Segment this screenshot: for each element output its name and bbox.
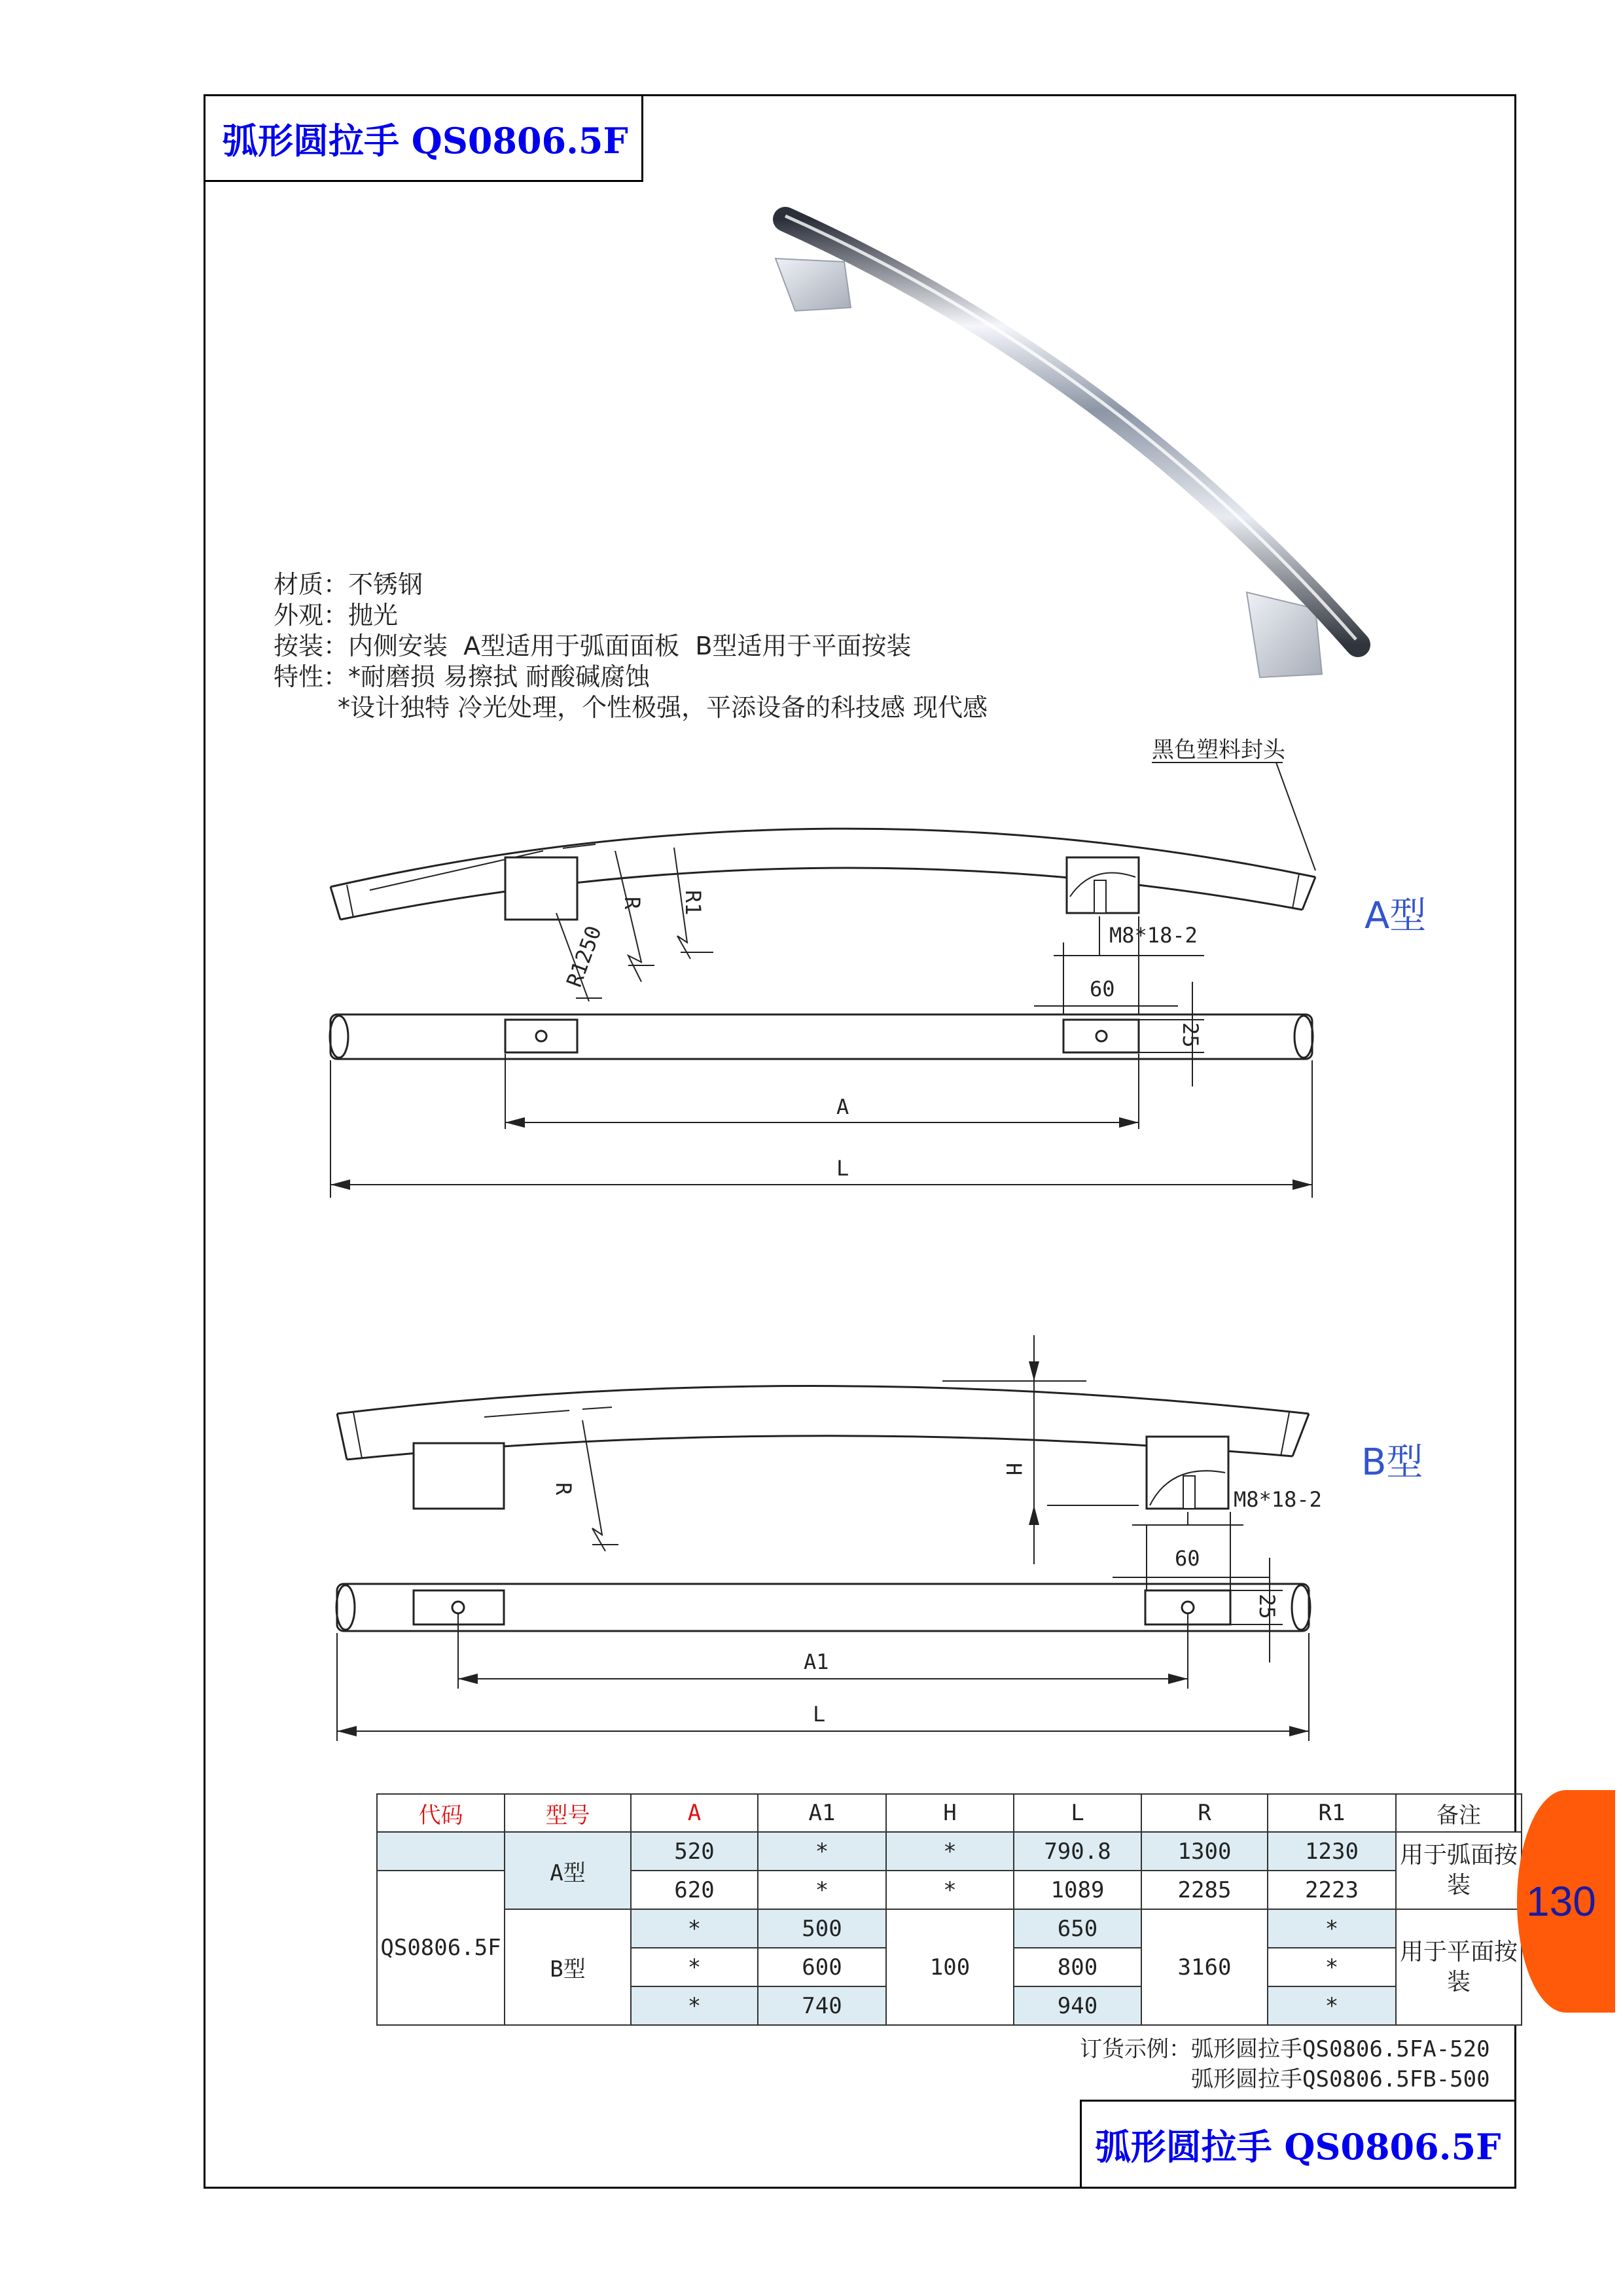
- cell-a: *: [631, 1986, 758, 2025]
- header-title: 弧形圆拉手 QS0806.5F: [204, 94, 643, 182]
- dim-l-label-b: L: [813, 1702, 826, 1727]
- col-code: 代码: [377, 1794, 505, 1832]
- col-a: A: [631, 1794, 758, 1832]
- type-b-cell: B型: [505, 1909, 631, 2025]
- order-example-line-2: 弧形圆拉手QS0806.5FB-500: [1191, 2066, 1490, 2092]
- spec-feature-2: *设计独特 冷光处理，个性极强，平添设备的科技感 现代感: [338, 693, 988, 722]
- col-l: L: [1014, 1794, 1141, 1832]
- table-row: [377, 1832, 1522, 1871]
- dim-a-label: A: [836, 1094, 849, 1119]
- cell-a1: *: [758, 1871, 886, 1909]
- cell-a: *: [631, 1948, 758, 1986]
- cell-l: 790.8: [1014, 1832, 1141, 1871]
- code-cell-blank-1: [377, 1832, 505, 1871]
- cell-r: 1300: [1141, 1832, 1268, 1871]
- radius-r-label-b: R: [551, 1482, 576, 1496]
- col-model: 型号: [505, 1794, 631, 1832]
- cell-a: 620: [631, 1871, 758, 1909]
- dim-60-b: 60: [1175, 1546, 1200, 1571]
- cell-a1: 600: [758, 1948, 886, 1986]
- page-number-badge: 130: [1517, 1790, 1615, 2013]
- cell-a1: *: [758, 1832, 886, 1871]
- thread-spec-a: M8*18-2: [1109, 923, 1198, 948]
- order-example-line-1: 订货示例：弧形圆拉手QS0806.5FA-520: [1080, 2036, 1490, 2062]
- col-r1: R1: [1268, 1794, 1396, 1832]
- cell-a1: 740: [758, 1986, 886, 2025]
- cell-l: 940: [1014, 1986, 1141, 2025]
- footer-title: 弧形圆拉手 QS0806.5F: [1080, 2100, 1516, 2189]
- cell-a: 520: [631, 1832, 758, 1871]
- cell-r-shared: 3160: [1141, 1909, 1268, 2025]
- cell-l: 1089: [1014, 1871, 1141, 1909]
- note-b-cell: 用于平面按装: [1396, 1909, 1522, 2025]
- spec-notes: [274, 569, 988, 723]
- cell-l: 800: [1014, 1948, 1141, 1986]
- cell-r1: *: [1268, 1948, 1396, 1986]
- dim-60-a: 60: [1090, 977, 1115, 1001]
- dim-l-label-a: L: [836, 1156, 849, 1181]
- height-h-label: H: [1001, 1463, 1026, 1476]
- radius-r-label-a: R: [620, 897, 645, 910]
- type-b-label: B型: [1361, 1441, 1423, 1484]
- cell-r1: 2223: [1268, 1871, 1396, 1909]
- dim-25-a: 25: [1178, 1022, 1203, 1048]
- cell-h: *: [886, 1871, 1014, 1909]
- cell-r1: *: [1268, 1986, 1396, 2025]
- thread-spec-b: M8*18-2: [1234, 1487, 1322, 1512]
- type-a-cell: A型: [505, 1832, 631, 1909]
- spec-material: 材质：不锈钢: [274, 570, 423, 599]
- drawing-a: [330, 762, 1315, 1198]
- dim-a1-label: A1: [804, 1649, 829, 1674]
- col-a1: A1: [758, 1794, 886, 1832]
- spec-finish: 外观：抛光: [274, 601, 399, 630]
- cell-r1: *: [1268, 1909, 1396, 1948]
- col-h: H: [886, 1794, 1014, 1832]
- cell-l: 650: [1014, 1909, 1141, 1948]
- table-row: [377, 1909, 1522, 1948]
- cell-h-shared: 100: [886, 1909, 1014, 2025]
- drawing-b: [336, 1335, 1310, 1741]
- code-cell: QS0806.5F: [377, 1871, 505, 2025]
- table-header: [377, 1794, 1522, 1832]
- col-note: 备注: [1396, 1794, 1522, 1832]
- order-example: [1080, 2034, 1490, 2094]
- radius-1250-label: R1250: [562, 922, 607, 990]
- cell-h: *: [886, 1832, 1014, 1871]
- note-a-cell: 用于弧面按装: [1396, 1832, 1522, 1909]
- spec-install: 按装：内侧安装 A型适用于弧面面板 B型适用于平面按装: [274, 632, 912, 660]
- cell-a1: 500: [758, 1909, 886, 1948]
- cell-r1: 1230: [1268, 1832, 1396, 1871]
- radius-r1-label: R1: [681, 890, 705, 916]
- spec-table: [376, 1793, 1522, 2026]
- col-r: R: [1141, 1794, 1268, 1832]
- dim-25-b: 25: [1255, 1594, 1279, 1619]
- cell-r: 2285: [1141, 1871, 1268, 1909]
- cell-a: *: [631, 1909, 758, 1948]
- type-a-label: A型: [1364, 895, 1427, 937]
- end-cap-callout: 黑色塑料封头: [1152, 737, 1285, 763]
- spec-feature-1: 特性：*耐磨损 易擦拭 耐酸碱腐蚀: [274, 662, 651, 691]
